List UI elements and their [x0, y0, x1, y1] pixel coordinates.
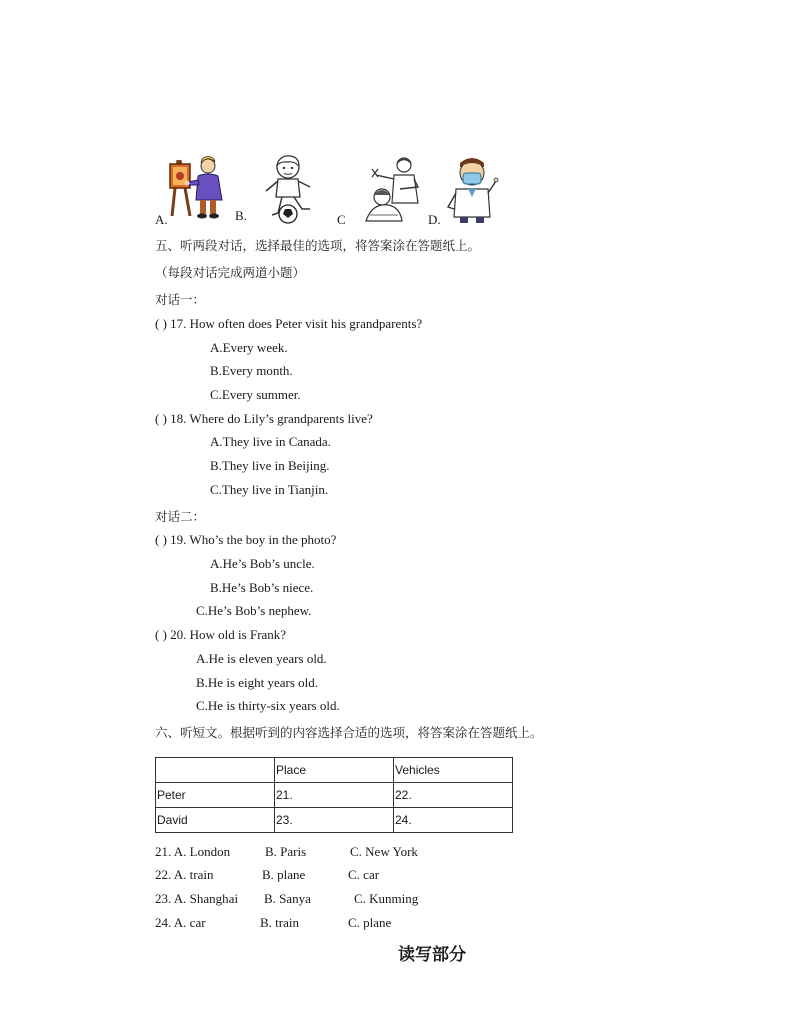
table-header-cell: Place [275, 758, 394, 783]
question-18: ( ) 18. Where do Lily’s grandparents live? [155, 411, 373, 426]
table-header-cell: Vehicles [394, 758, 513, 783]
choice-22-b: B. plane [262, 867, 306, 882]
table-cell: 23. [275, 808, 394, 833]
table-cell: 24. [394, 808, 513, 833]
table-header-cell [156, 758, 275, 783]
section6-title: 六、听短文。根据听到的内容选择合适的选项，将答案涂在答题纸上。 [155, 725, 543, 740]
q19-option-b: B.He’s Bob’s niece. [210, 580, 314, 595]
q19-option-c: C.He’s Bob’s nephew. [196, 603, 312, 618]
table-header-row [156, 758, 513, 783]
choice-24-b: B. train [260, 915, 299, 930]
question-20: ( ) 20. How old is Frank? [155, 627, 287, 642]
choice-21-c: C. New York [350, 844, 418, 859]
q17-option-b: B.Every month. [210, 363, 293, 378]
q20-option-b: B.He is eight years old. [196, 675, 319, 690]
choice-24-a: 24. A. car [155, 915, 206, 930]
q17-option-a: A.Every week. [210, 340, 288, 355]
question-19: ( ) 19. Who’s the boy in the photo? [155, 532, 337, 547]
section5-note: （每段对话完成两道小题） [155, 265, 306, 280]
choice-23-b: B. Sanya [264, 891, 311, 906]
question-17: ( ) 17. How often does Peter visit his grandparents? [155, 316, 423, 331]
table-cell: 22. [394, 783, 513, 808]
dialogue1-label: 对话一： [155, 292, 206, 307]
doctor-icon [444, 153, 500, 225]
q20-option-c: C.He is thirty-six years old. [196, 698, 340, 713]
option-a-label: A. [155, 212, 168, 227]
choice-21-b: B. Paris [265, 844, 307, 859]
option-d-label: D. [428, 212, 441, 227]
table-cell: 21. [275, 783, 394, 808]
q19-option-a: A.He’s Bob’s uncle. [210, 556, 315, 571]
painter-icon [168, 154, 234, 220]
table-cell: Peter [156, 783, 275, 808]
q17-option-c: C.Every summer. [210, 387, 301, 402]
barber-icon [362, 155, 430, 223]
choice-23-c: C. Kunming [354, 891, 419, 906]
q18-option-a: A.They live in Canada. [210, 434, 331, 449]
q20-option-a: A.He is eleven years old. [196, 651, 327, 666]
table-row [156, 808, 513, 833]
listening-table [155, 757, 513, 833]
q18-option-b: B.They live in Beijing. [210, 458, 330, 473]
choice-23-a: 23. A. Shanghai [155, 891, 239, 906]
option-c-label: C [337, 212, 346, 227]
reading-writing-heading: 读写部分 [398, 945, 466, 965]
choice-24-c: C. plane [348, 915, 392, 930]
option-b-label: B. [235, 208, 247, 223]
choice-22-c: C. car [348, 867, 380, 882]
dialogue2-label: 对话二： [155, 509, 206, 524]
choice-22-a: 22. A. train [155, 867, 214, 882]
table-row [156, 783, 513, 808]
boy-with-soccer-ball-icon [258, 153, 318, 225]
table-cell: David [156, 808, 275, 833]
choice-21-a: 21. A. London [155, 844, 231, 859]
q18-option-c: C.They live in Tianjin. [210, 482, 329, 497]
section5-title: 五、听两段对话，选择最佳的选项，将答案涂在答题纸上。 [155, 238, 481, 253]
